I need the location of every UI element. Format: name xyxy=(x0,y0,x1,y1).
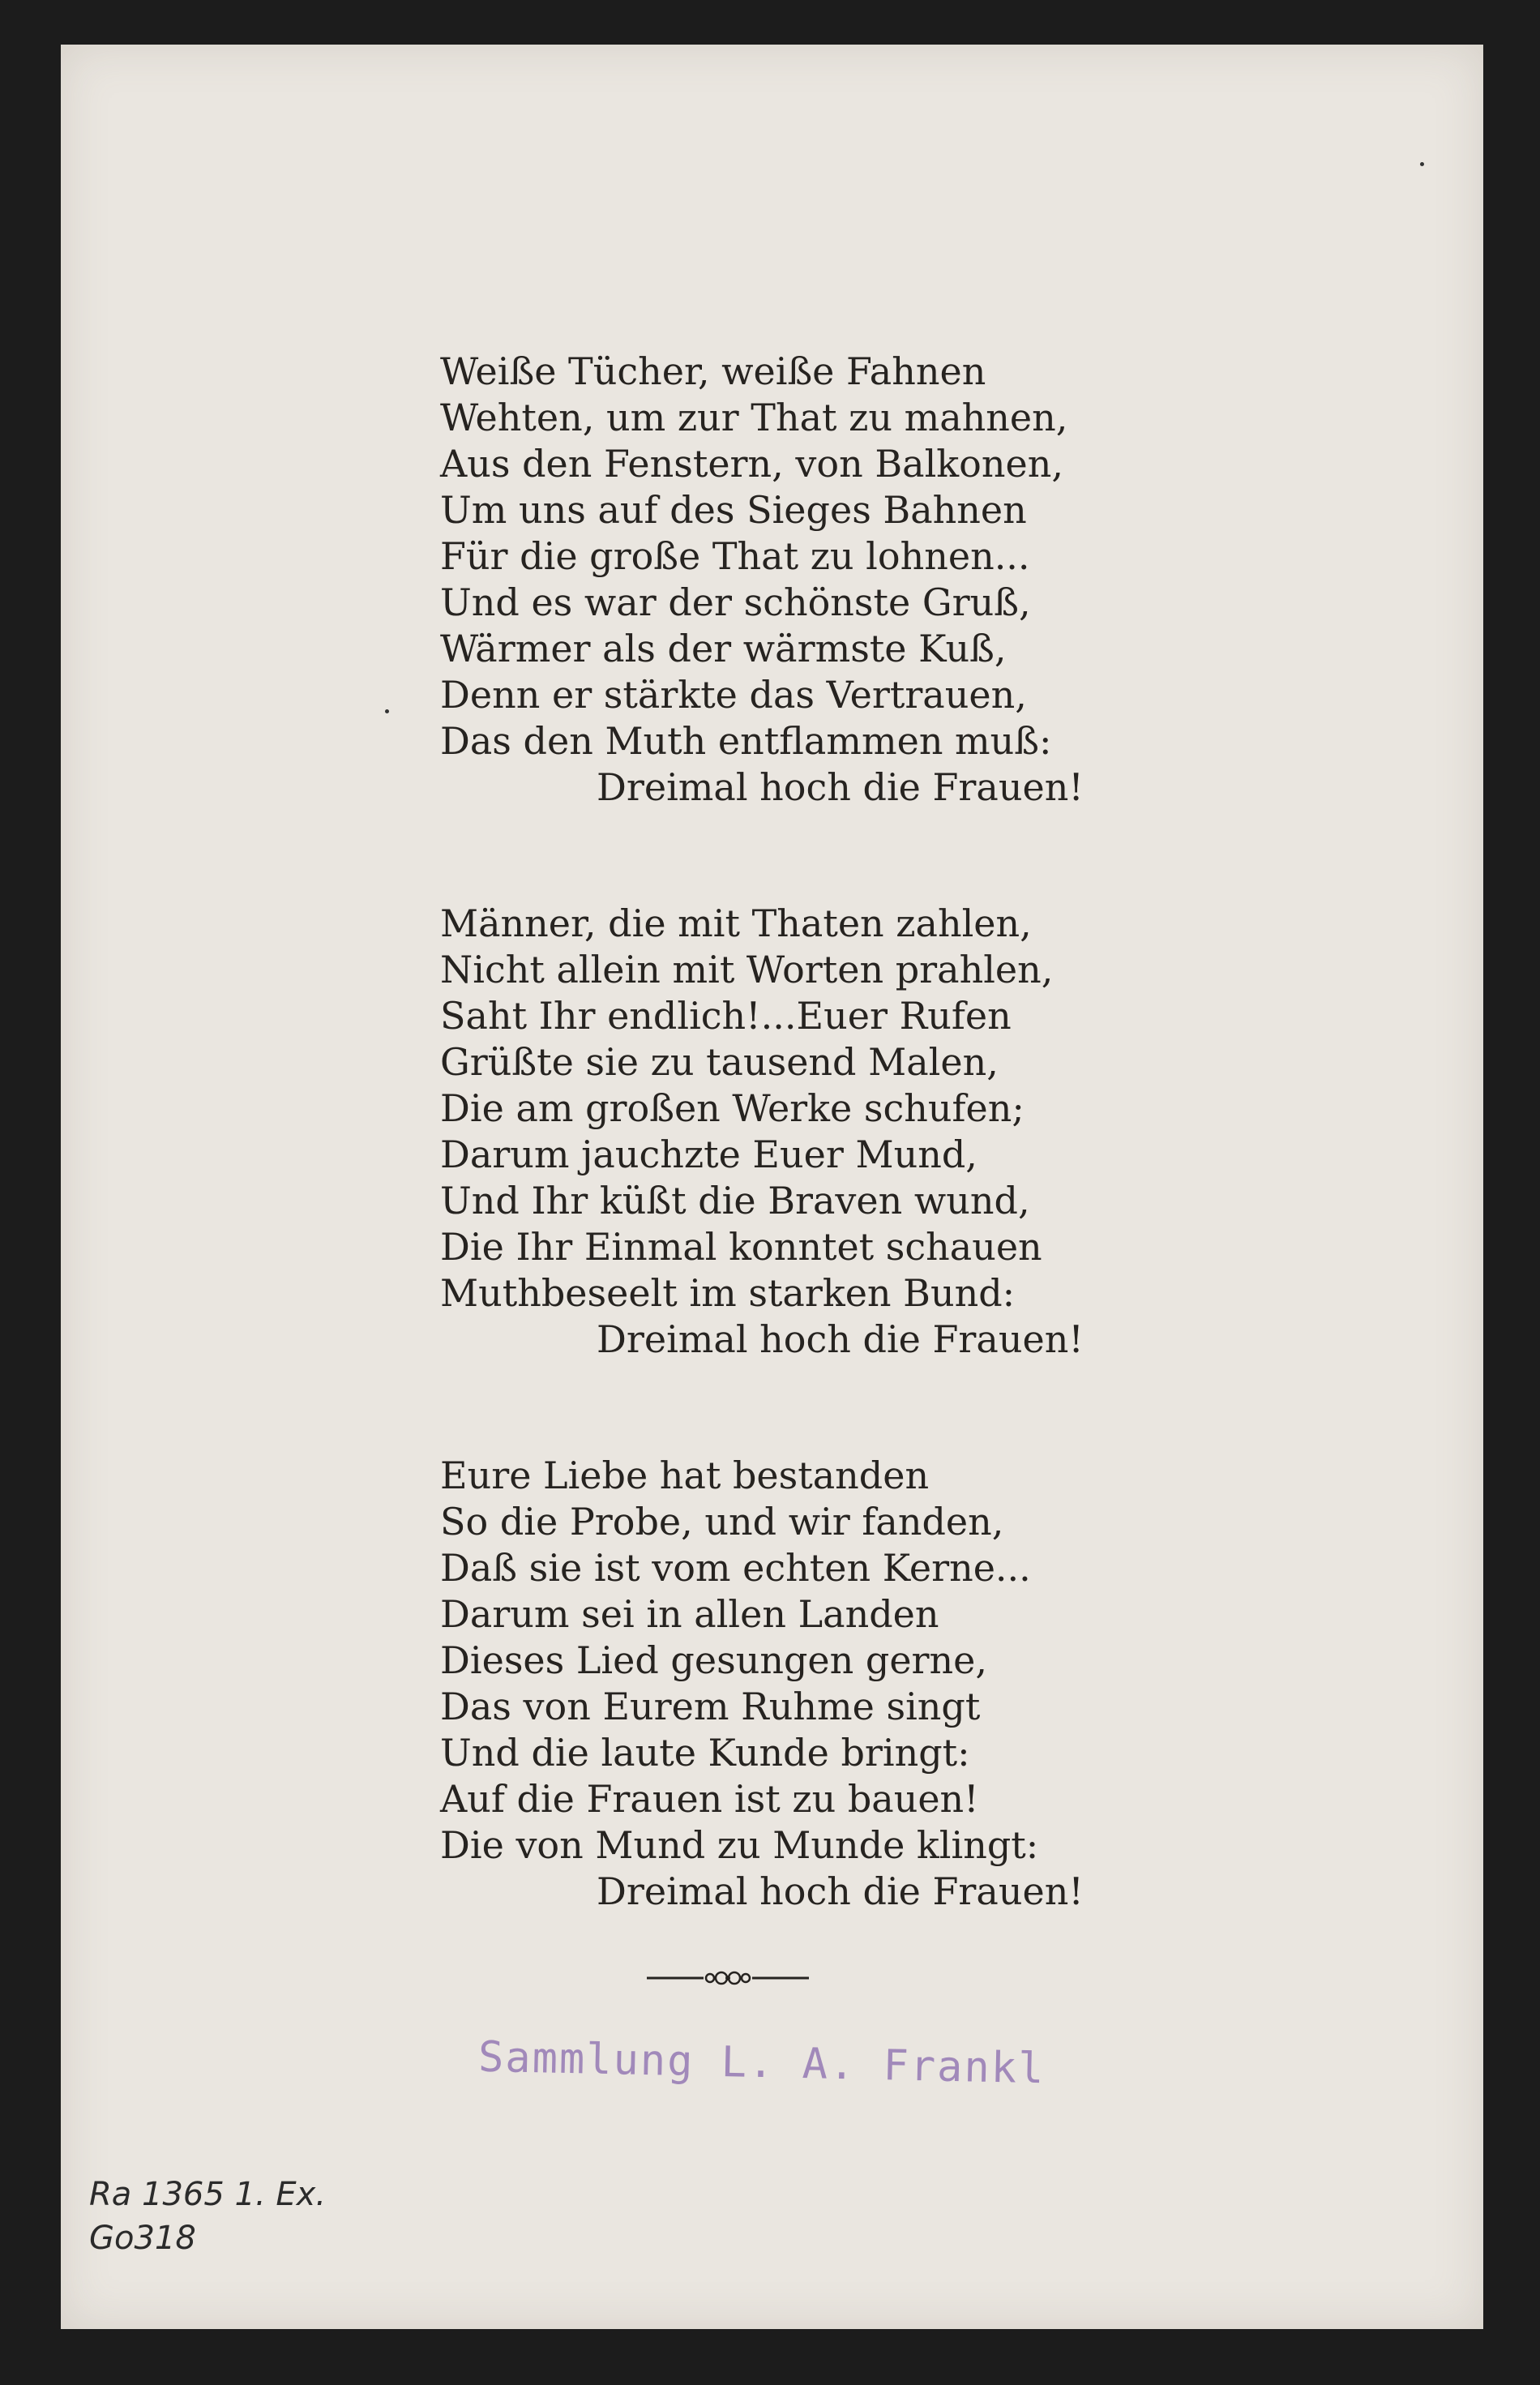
poem-line: Die Ihr Einmal konntet schauen xyxy=(440,1225,1042,1269)
poem-line: Saht Ihr endlich!...Euer Rufen xyxy=(440,994,1012,1038)
poem-line: Die von Mund zu Munde klingt: xyxy=(440,1823,1039,1867)
poem-line: Auf die Frauen ist zu bauen! xyxy=(440,1777,979,1821)
poem-line: Das von Eurem Ruhme singt xyxy=(440,1685,981,1728)
ornament-divider xyxy=(647,1966,809,1990)
shelfmark-line-2: Go318 xyxy=(89,2220,196,2257)
poem-line: Um uns auf des Sieges Bahnen xyxy=(440,488,1027,532)
poem-line: Dieses Lied gesungen gerne, xyxy=(440,1638,987,1682)
poem-line: Darum sei in allen Landen xyxy=(440,1592,939,1636)
poem-line: So die Probe, und wir fanden, xyxy=(440,1500,1004,1544)
poem-line: Eure Liebe hat bestanden xyxy=(440,1454,930,1497)
poem-line: Aus den Fenstern, von Balkonen, xyxy=(440,442,1063,486)
poem-line: Wehten, um zur That zu mahnen, xyxy=(440,396,1068,439)
paper-speck xyxy=(1420,162,1424,166)
poem-line: Und die laute Kunde bringt: xyxy=(440,1731,970,1775)
poem xyxy=(440,349,1170,1915)
stanza-1 xyxy=(440,349,1170,811)
poem-line: Daß sie ist vom echten Kerne... xyxy=(440,1546,1031,1590)
poem-line: Für die große That zu lohnen... xyxy=(440,534,1030,578)
shelfmark-line-1: Ra 1365 1. Ex. xyxy=(89,2176,327,2213)
poem-line: Muthbeseelt im starken Bund: xyxy=(440,1271,1016,1315)
poem-line: Weiße Tücher, weiße Fahnen xyxy=(440,349,986,393)
shelfmark xyxy=(89,2173,326,2260)
poem-line: Das den Muth entflammen muß: xyxy=(440,719,1052,763)
poem-line: Nicht allein mit Worten prahlen, xyxy=(440,948,1054,991)
paper-speck xyxy=(385,709,389,713)
poem-line: Darum jauchzte Euer Mund, xyxy=(440,1133,977,1176)
refrain-line: Dreimal hoch die Frauen! xyxy=(597,765,1084,809)
stanza-gap xyxy=(440,1363,1170,1453)
stanza-gap xyxy=(440,811,1170,901)
poem-line: Wärmer als der wärmste Kuß, xyxy=(440,627,1007,670)
stanza-2 xyxy=(440,901,1170,1363)
refrain-line: Dreimal hoch die Frauen! xyxy=(597,1317,1084,1361)
poem-line: Denn er stärkte das Vertrauen, xyxy=(440,673,1027,717)
poem-line: Und Ihr küßt die Braven wund, xyxy=(440,1179,1030,1222)
refrain-line: Dreimal hoch die Frauen! xyxy=(597,1869,1084,1913)
poem-line: Grüßte sie zu tausend Malen, xyxy=(440,1040,999,1084)
stanza-3 xyxy=(440,1453,1170,1915)
poem-line: Und es war der schönste Gruß, xyxy=(440,580,1031,624)
poem-line: Männer, die mit Thaten zahlen, xyxy=(440,901,1032,945)
collection-stamp: Sammlung L. A. Frankl xyxy=(477,2032,1046,2094)
poem-line: Die am großen Werke schufen; xyxy=(440,1086,1025,1130)
